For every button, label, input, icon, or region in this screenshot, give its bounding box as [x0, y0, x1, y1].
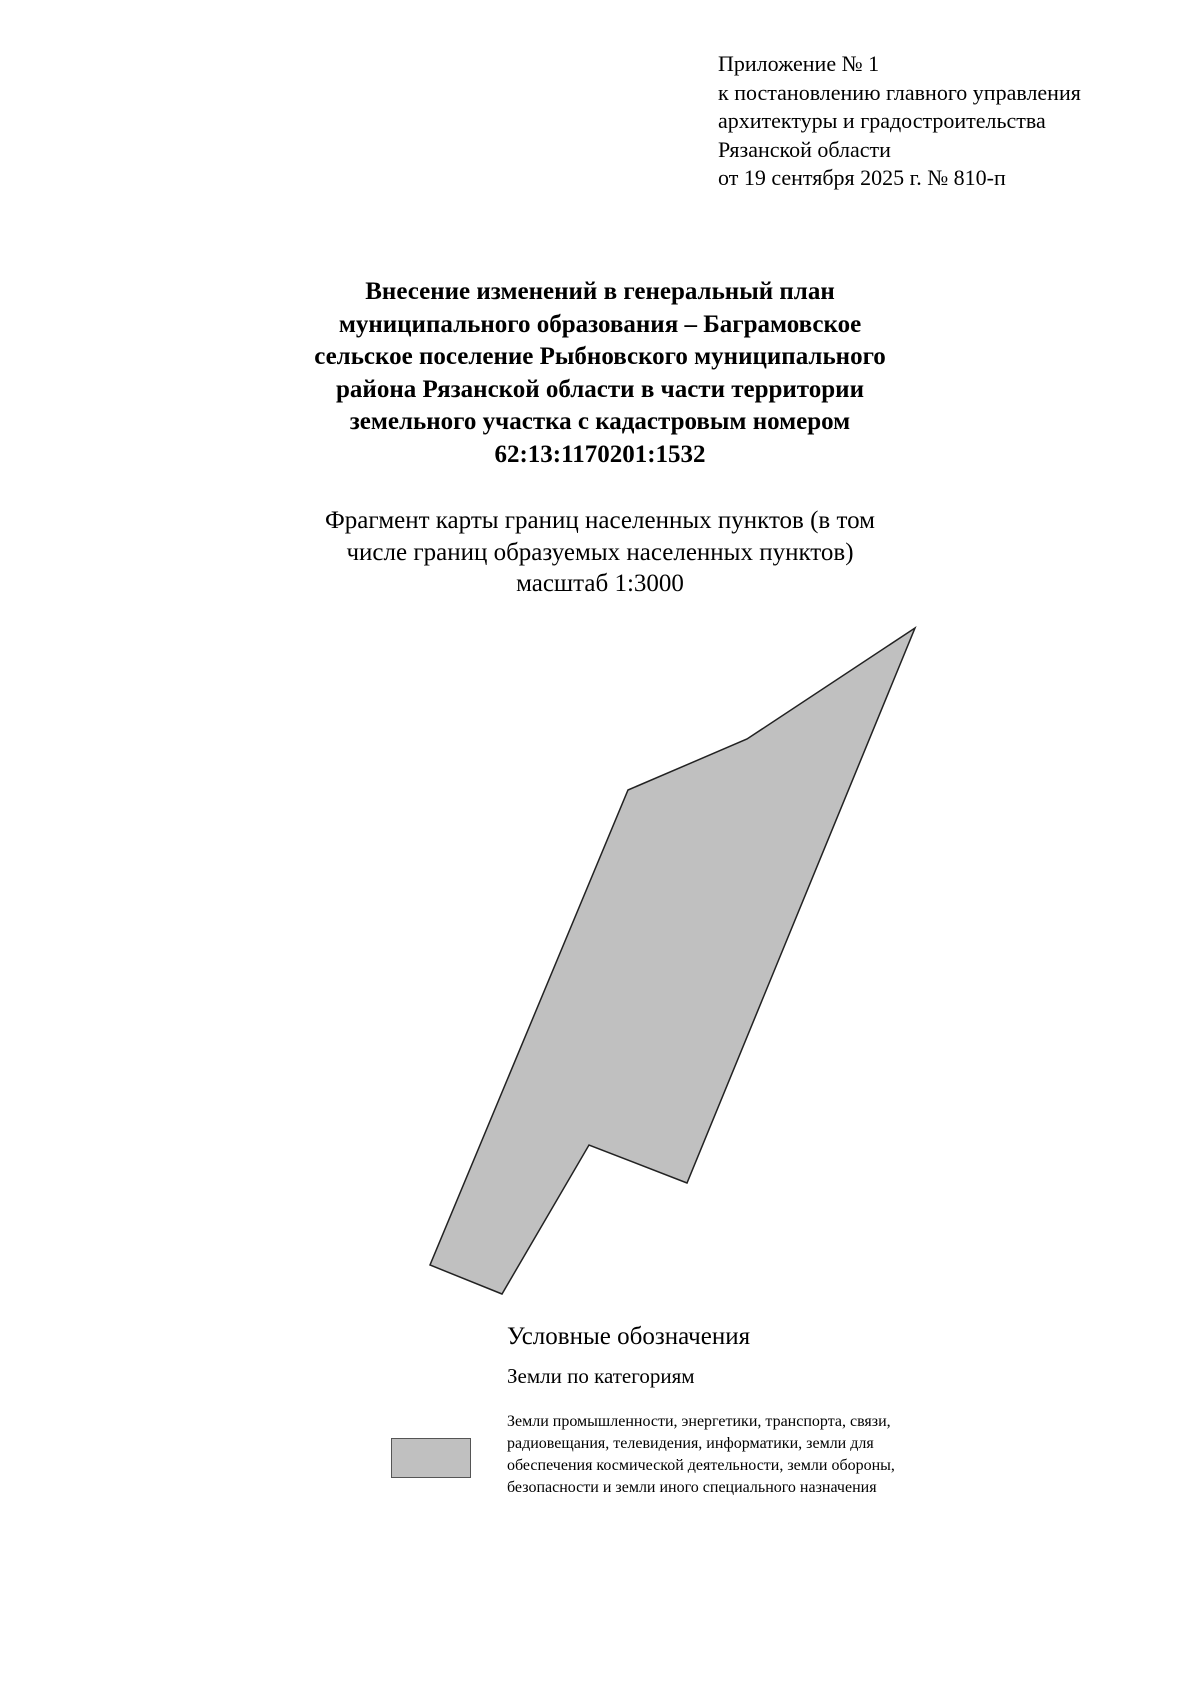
legend-item-special-purpose-lands [507, 1411, 987, 1499]
appendix-line: к постановлению главного управления [718, 79, 1081, 105]
appendix-line: архитектуры и градостроительства [718, 108, 1046, 133]
legend-item-line: обеспечения космической деятельности, земли обороны, [507, 1457, 895, 1474]
title-line: 62:13:1170201:1532 [494, 440, 706, 468]
legend-title: Условные обозначения [507, 1323, 751, 1350]
appendix-line: от 19 сентября 2025 г. № 810-п [718, 165, 1006, 190]
legend-subtitle: Земли по категориям [507, 1364, 695, 1388]
title-line: района Рязанской области в части территории [336, 375, 864, 403]
subtitle-line: масштаб 1:3000 [516, 570, 684, 597]
title-line: муниципального образования – Баграмовское [338, 310, 862, 338]
legend-item-line: радиовещания, телевидения, информатики, земли для [507, 1435, 874, 1452]
legend-item-line: безопасности и земли иного специального назначения [507, 1479, 877, 1496]
title-line: Внесение изменений в генеральный план [365, 278, 835, 305]
subtitle-line: Фрагмент карты границ населенных пунктов (в том [325, 507, 875, 534]
title-line: сельское поселение Рыбновского муниципального [314, 343, 886, 370]
legend-item-line: Земли промышленности, энергетики, транспорта, связи, [507, 1413, 891, 1430]
appendix-line: Рязанской области [718, 136, 891, 162]
land-parcel-polygon [430, 628, 915, 1294]
legend-swatch-special-purpose-lands [391, 1438, 471, 1478]
subtitle-line: числе границ образуемых населенных пунктов) [346, 538, 854, 566]
appendix-line: Приложение № 1 [718, 51, 880, 76]
title-line: земельного участка с кадастровым номером [349, 408, 851, 435]
